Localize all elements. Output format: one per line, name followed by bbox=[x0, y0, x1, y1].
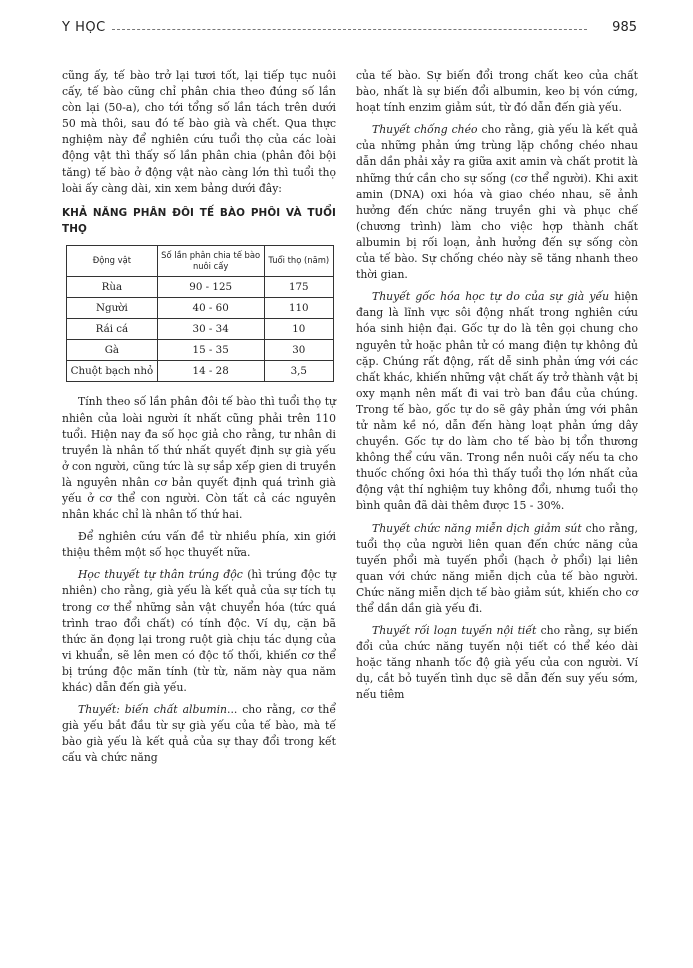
paragraph bbox=[62, 567, 336, 696]
table-cell: Rái cá bbox=[67, 319, 158, 340]
table-cell: 175 bbox=[264, 276, 333, 297]
table-cell: 14 - 28 bbox=[157, 361, 264, 382]
paragraph bbox=[356, 623, 638, 703]
left-column bbox=[62, 68, 336, 772]
table-cell: Chuột bạch nhỏ bbox=[67, 361, 158, 382]
table-cell: 30 - 34 bbox=[157, 319, 264, 340]
page-header bbox=[62, 18, 637, 38]
theory-name: Thuyết chống chéo bbox=[372, 123, 478, 137]
paragraph bbox=[356, 122, 638, 283]
paragraph-text: cho rằng, già yếu là kết quả của những phản ứng trùng lặp chồng chéo nhau dẫn dần phải xảy ra giữa axit amin và chất protit là những thứ cần cho sự sống (cơ thể người). Khi axit amin (DNA) oxi hóa và giao chéo nhau, sẽ ảnh hưởng đến chức năng truyền ghi và phục chế (chương trình) làm cho việc hợp thành chất albumin bị rối loạn, ảnh hưởng đến sự sống còn của tế bào. Sự chống chéo này sẽ tăng nhanh theo thời gian. bbox=[356, 123, 638, 282]
paragraph-text: hiện đang là lĩnh vực sôi động nhất trong nghiên cứu hóa sinh hiện đại. Gốc tự do là tên gọi chung cho nguyên tử hoặc phân tử có mang điện tự không đủ cặp. Chúng rất động, rất dễ sinh phản ứng với các chất khác, khiến những vật chất ấy trở thành vật bị oxy mạnh nên mất đi vai trò ban đầu của chúng. Trong tế bào, gốc tự do sẽ gây phản ứng với phân tử nằm kề nó, dẫn đến hàng loạt phản ứng dây chuyền. Gốc tự do làm cho tế bào bị tổn thương không thể cứu vãn. Trong nền nuôi cấy nếu ta cho thuốc chống ôxi hóa thì thấy tuổi thọ lớn nhất của động vật thí nghiệm tuy không đổi, nhưng tuổi thọ bình quân đã dài thêm được 15 - 30%. bbox=[356, 290, 638, 513]
column-header: Động vật bbox=[67, 245, 158, 276]
paragraph: của tế bào. Sự biến đổi trong chất keo của chất bào, nhất là sự biến đổi albumin, keo bị vón cứng, hoạt tính enzim giảm sút, từ đó dẫn đến già yếu. bbox=[356, 69, 638, 115]
table-cell: Gà bbox=[67, 340, 158, 361]
paragraph-text: (hì trúng độc tự nhiên) cho rằng, già yếu là kết quả của sự tích tụ trong cơ thể những sản vật chuyển hóa (tức quá trình trao đổi chất) có tính độc. Ví dụ, cặn bã thức ăn đọng lại trong ruột già chịu tác dụng của vi khuẩn, sẽ lên men có độc tố thối, khiến cơ thể bị trúng độc mãn tính (từ từ, năm này qua năm khác) dẫn đến già yếu. bbox=[62, 568, 336, 694]
table-title: KHẢ NĂNG PHÂN ĐÔI TẾ BÀO PHÔI VÀ TUỔI THỌ bbox=[62, 206, 336, 235]
paragraph: cũng ấy, tế bào trở lại tươi tốt, lại tiếp tục nuôi cấy, tế bào cũng chỉ phân chia theo đúng số lần còn lại (50-a), cho tới tổng số lần tách trên dưới 50 mà thôi, sau đó tế bào già và chết. Qua thực nghiệm này để nghiên cứu tuổi thọ của các loài động vật thì thấy số lần phân chia (phân đôi bội tăng) tế bào ở động vật nào càng lớn thì tuổi thọ loài ấy càng dài, xin xem bảng dưới đây: bbox=[62, 69, 336, 195]
paragraph bbox=[356, 521, 638, 618]
theory-name: Thuyết chức năng miễn dịch giảm sút bbox=[372, 521, 582, 535]
theory-name: Thuyết: biến chất albumin bbox=[78, 703, 228, 717]
cell-division-table bbox=[66, 245, 334, 382]
right-column bbox=[356, 68, 638, 710]
section-title: Y HỌC bbox=[62, 20, 106, 35]
paragraph-text: ... cho rằng, cơ thể già yếu bắt đầu từ sự già yếu của tế bào, mà tế bào già yếu là kết quả của sự thay đổi trong kết cấu và chức năng bbox=[62, 703, 336, 765]
page-number: 985 bbox=[612, 20, 637, 35]
column-header: Tuổi thọ (năm) bbox=[264, 245, 333, 276]
table-cell: 10 bbox=[264, 319, 333, 340]
table-cell: 15 - 35 bbox=[157, 340, 264, 361]
paragraph bbox=[356, 289, 638, 514]
paragraph-text: cho rằng, tuổi thọ của người liên quan đến chức năng của tuyến phổi mà tuyến phổi (hạch ở phổi) lại liên quan với chức năng miễn dịch của tế bào người. Chức năng miễn dịch tế bào giảm sút, khiến cho cơ thể dần dần già yếu đi. bbox=[356, 521, 638, 615]
theory-name: Thuyết gốc hóa học tự do của sự già yếu bbox=[372, 290, 610, 304]
table-row bbox=[67, 340, 334, 361]
theory-name: Thuyết rối loạn tuyến nội tiết bbox=[372, 624, 537, 638]
table-row bbox=[67, 298, 334, 319]
table-cell: 3,5 bbox=[264, 361, 333, 382]
paragraph: Tính theo số lần phân đôi tế bào thì tuổi thọ tự nhiên của loài người ít nhất cũng phải trên 110 tuổi. Hiện nay đa số học giả cho rằng, tư nhân di truyền là nhân tố thứ nhất quyết định sự già yếu ở con người, cũng tức là sự sắp xếp gien di truyền là nguyên nhân cơ bản quyết định quá trình già yếu ở cơ thể con người. Còn tất cả các nguyên nhân khác chỉ là nhân tố thứ hai. bbox=[62, 395, 336, 522]
table-row bbox=[67, 361, 334, 382]
table-row bbox=[67, 276, 334, 297]
table-cell: 30 bbox=[264, 340, 333, 361]
table-cell: 40 - 60 bbox=[157, 298, 264, 319]
table-row bbox=[67, 319, 334, 340]
table-cell: Người bbox=[67, 298, 158, 319]
paragraph bbox=[62, 702, 336, 766]
table-cell: 90 - 125 bbox=[157, 276, 264, 297]
table-cell: 110 bbox=[264, 298, 333, 319]
header-rule bbox=[112, 29, 587, 30]
paragraph-text: cho rằng, sự biến đổi của chức năng tuyến nội tiết có thể kéo dài hoặc tăng nhanh tốc độ già yếu của con người. Ví dụ, cắt bỏ tuyến tình dục sẽ dẫn đến suy yếu sớm, nếu tiêm bbox=[356, 624, 638, 702]
column-header: Số lần phân chia tế bào nuôi cấy bbox=[157, 245, 264, 276]
table-cell: Rùa bbox=[67, 276, 158, 297]
paragraph: Để nghiên cứu vấn đề từ nhiều phía, xin giới thiệu thêm một số học thuyết nữa. bbox=[62, 530, 336, 560]
theory-name: Học thuyết tự thân trúng độc bbox=[78, 568, 243, 582]
table-header-row bbox=[67, 245, 334, 276]
